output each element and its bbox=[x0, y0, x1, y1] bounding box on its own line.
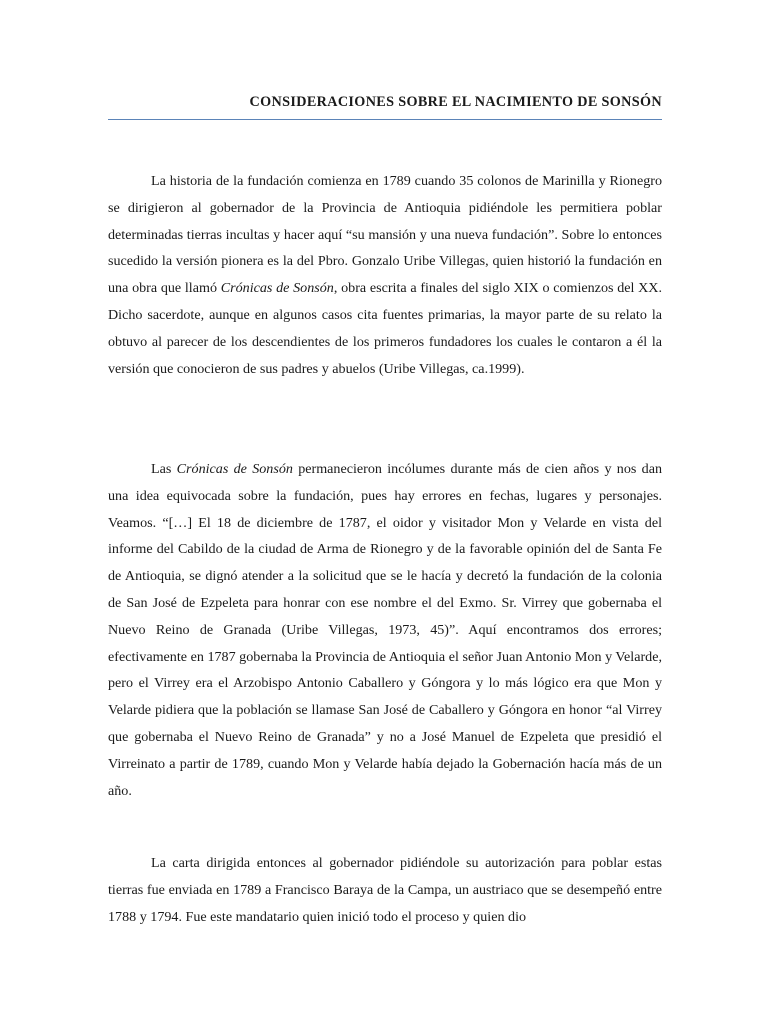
paragraph-1-text-start: La historia de la fundación comienza en 1789 cuando 35 colonos de Marinilla y Rionegro se dirigieron al gobernador de la Provincia de Antioquia pidiéndole les permitiera poblar determinadas tierras incultas y hacer aquí “su mansión y una nueva fundación”. Sobre lo entonces sucedido la versión pionera es la del Pbro. Gonzalo Uribe Villegas, quien historió la fundación en una obra que llamó bbox=[108, 173, 662, 297]
title-underline bbox=[108, 119, 662, 120]
paragraph-1 bbox=[108, 168, 662, 382]
paragraph-2 bbox=[108, 456, 662, 804]
paragraph-1-italic-title: Crónicas de Sonsón bbox=[220, 280, 334, 297]
paragraph-2-text-end: permanecieron incólumes durante más de cien años y nos dan una idea equivocada sobre la fundación, pues hay errores en fechas, lugares y personajes. Veamos. “[…] El 18 de diciembre de 1787, el oidor y visitador Mon y Velarde en vista del informe del Cabildo de la ciudad de Arma de Rionegro y de la favorable opinión del de Santa Fe de Antioquia, se dignó atender a la solicitud que se le hacía y decretó la fundación de la colonia de San José de Ezpeleta para honrar con ese nombre el del Exmo. Sr. Virrey que gobernaba el Nuevo Reino de Granada (Uribe Villegas, 1973, 45)”. Aquí encontramos dos errores; efectivamente en 1787 gobernaba la Provincia de Antioquia el señor Juan Antonio Mon y Velarde, pero el Virrey era el Arzobispo Antonio Caballero y Góngora y lo más lógico era que Mon y Velarde pidiera que la población se llamase San José de Caballero y Góngora en honor “al Virrey que gobernaba el Nuevo Reino de Granada” y no a José Manuel de Ezpeleta que presidió el Virreinato a partir de 1789, cuando Mon y Velarde había dejado la Gobernación hacía más de un año. bbox=[108, 461, 662, 799]
paragraph-2-italic-title: Crónicas de Sonsón bbox=[176, 461, 293, 477]
paragraph-1-text-end: , obra escrita a finales del siglo XIX o comienzos del XX. Dicho sacerdote, aunque en algunos casos cita fuentes primarias, la mayor parte de su relato la obtuvo al parecer de los descendientes de los primeros fundadores los cuales le contaron a él la versión que conocieron de sus padres y abuelos (Uribe Villegas, ca.1999). bbox=[108, 280, 663, 377]
paragraph-3-text-start: La carta dirigida entonces al gobernador pidiéndole su autorización para poblar estas tierras fue enviada en 1789 a Francisco Baraya de la Campa, un austriaco que se desempeñó entre 1788 y 1794. Fue este mandatario quien inició todo el proceso y quien dio bbox=[108, 855, 662, 925]
paragraph-3 bbox=[108, 850, 662, 930]
paragraph-2-text-start: Las bbox=[151, 461, 177, 477]
document-title: CONSIDERACIONES SOBRE EL NACIMIENTO DE SONSÓN bbox=[249, 94, 662, 110]
